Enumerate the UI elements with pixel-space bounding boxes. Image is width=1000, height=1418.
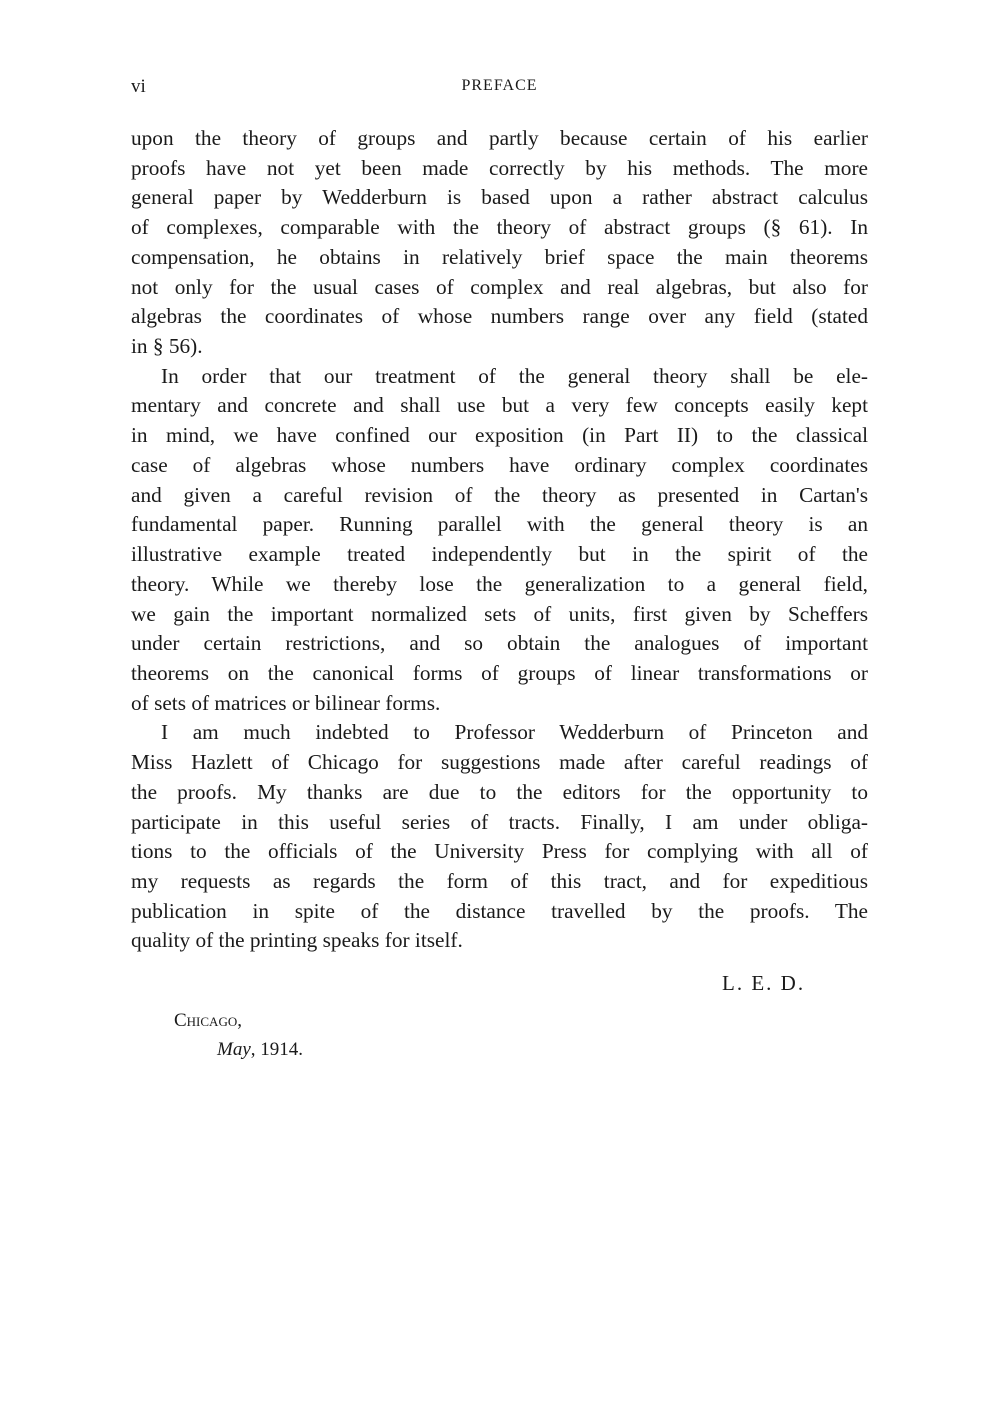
text-line: I am much indebted to Professor Wedderburn of Princeton and	[161, 720, 868, 745]
text-line: compensation, he obtains in relatively brief space the main theorems	[131, 244, 868, 269]
running-title: PREFACE	[461, 77, 538, 94]
text-line: participate in this useful series of tracts. Finally, I am under obliga-	[131, 809, 868, 834]
text-line: quality of the printing speaks for itself.	[131, 928, 463, 953]
text-line: upon the theory of groups and partly because certain of his earlier	[131, 126, 868, 150]
paragraph	[131, 124, 868, 362]
text-line: general paper by Wedderburn is based upon a rather abstract calculus	[131, 185, 868, 210]
place-line: Chicago,	[174, 1010, 242, 1031]
text-line: of sets of matrices or bilinear forms.	[131, 690, 441, 715]
text-line: in mind, we have confined our exposition (in Part II) to the classical	[131, 423, 868, 448]
text-line: publication in spite of the distance travelled by the proofs. The	[131, 898, 868, 923]
text-line: the proofs. My thanks are due to the editors for the opportunity to	[131, 779, 868, 804]
paragraph	[131, 718, 868, 956]
text-line: mentary and concrete and shall use but a very few concepts easily kept	[131, 393, 868, 418]
paragraph	[131, 362, 868, 719]
text-line: my requests as regards the form of this tract, and for expeditious	[131, 868, 868, 893]
text-line: of complexes, comparable with the theory of abstract groups (§ 61). In	[131, 215, 868, 240]
date-year: , 1914.	[250, 1039, 304, 1060]
text-line: illustrative example treated independently but in the spirit of the	[131, 542, 868, 567]
text-line: not only for the usual cases of complex and real algebras, but also for	[131, 274, 868, 299]
text-line: under certain restrictions, and so obtain the analogues of important	[131, 631, 868, 656]
text-line: tions to the officials of the University Press for complying with all of	[131, 839, 868, 864]
text-line: and given a careful revision of the theory as presented in Cartan's	[131, 482, 868, 507]
date-month: May	[217, 1039, 251, 1060]
text-line: Miss Hazlett of Chicago for suggestions made after careful readings of	[131, 750, 868, 775]
page-number: vi	[131, 76, 146, 97]
text-line: fundamental paper. Running parallel with the general theory is an	[131, 512, 868, 537]
text-line: in § 56).	[131, 334, 203, 359]
date-line	[217, 1039, 303, 1061]
text-line: In order that our treatment of the general theory shall be ele-	[161, 363, 868, 388]
text-line: theory. While we thereby lose the generalization to a general field,	[131, 571, 868, 596]
running-head	[131, 76, 868, 100]
text-line: we gain the important normalized sets of units, first given by Scheffers	[131, 601, 868, 626]
text-line: theorems on the canonical forms of groups of linear transformations or	[131, 660, 868, 685]
text-line: algebras the coordinates of whose numbers range over any field (stated	[131, 304, 868, 329]
author-initials: L. E. D.	[722, 971, 806, 995]
preface-body	[131, 124, 868, 956]
text-line: case of algebras whose numbers have ordinary complex coordinates	[131, 452, 868, 477]
text-line: proofs have not yet been made correctly by his methods. The more	[131, 155, 868, 180]
